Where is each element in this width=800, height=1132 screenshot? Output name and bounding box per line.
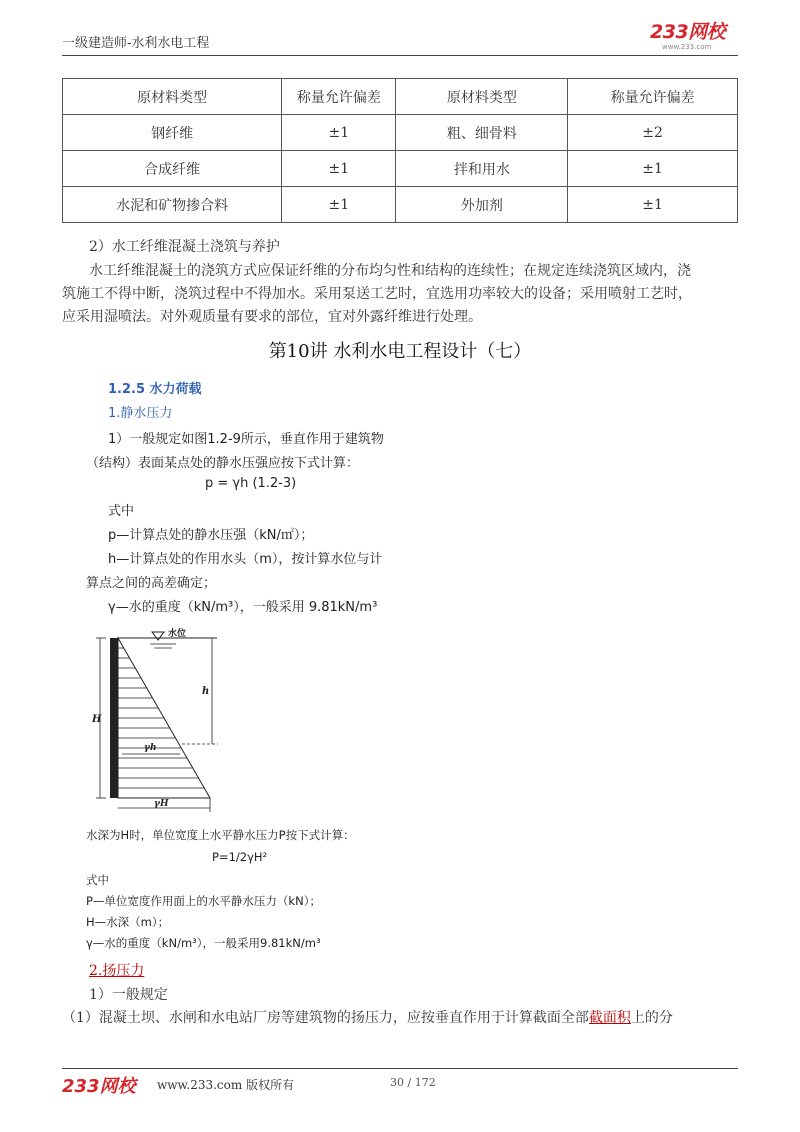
definition-line: P—单位宽度作用面上的水平静水压力（kN）； [86,894,321,908]
text-run: （1）混凝土坝、水闸和水电站厂房等建筑物的扬压力，应按垂直作用于计算截面全部 [62,1010,589,1026]
text-run: 上的分 [630,1010,673,1026]
footer-logo[interactable]: 233网校 [62,1076,136,1097]
header-title: 一级建造师-水利水电工程 [62,36,210,51]
header-divider [62,55,738,56]
site-logo[interactable] [650,22,740,52]
pressure-hatching [118,648,204,788]
label-yh: γh [144,743,157,753]
paragraph-line: 1）一般规定 [89,987,168,1003]
definition-line: p—计算点处的静水压强（kN/㎡）； [108,528,314,543]
table-header-cell: 原材料类型 [396,79,568,115]
definition-line: γ—水的重度（kN/m³），一般采用 9.81kN/m³ [108,600,378,615]
table-cell: 水泥和矿物掺合料 [63,187,282,223]
hydrostatic-pressure-diagram [92,626,232,816]
paragraph-line: 筑施工不得中断，浇筑过程中不得加水。采用泵送工艺时，宜选用功率较大的设备；采用喷射工艺时， [62,286,692,302]
paragraph-line: 式中 [108,504,135,519]
label-H: H [92,714,102,725]
label-h: h [202,686,210,697]
footer-divider [62,1068,738,1069]
paragraph-line [62,1007,673,1027]
paragraph-line: 式中 [86,873,109,887]
label-yH: γH [154,799,169,809]
water-level-label: 水位 [168,629,187,639]
tolerance-table [62,78,738,223]
page-number: 30 / 172 [390,1076,436,1089]
table-cell: 外加剂 [396,187,568,223]
paragraph-line: 应采用湿喷法。对外观质量有要求的部位，宜对外露纤维进行处理。 [62,309,482,325]
section-heading: 2）水工纤维混凝土浇筑与养护 [89,239,280,255]
table-cell: 拌和用水 [396,151,568,187]
definition-line: 算点之间的高差确定； [86,576,217,591]
definition-line: h—计算点处的作用水头（m），按计算水位与计 [108,552,383,567]
table-header-cell: 原材料类型 [63,79,282,115]
subheading-static-pressure: 1.静水压力 [108,406,173,421]
table-cell: 合成纤维 [63,151,282,187]
table-cell: 钢纤维 [63,115,282,151]
wall [110,638,118,798]
definition-line: H—水深（m）； [86,915,170,929]
formula: P=1/2γH² [212,850,268,864]
paragraph-line: （结构）表面某点处的静水压强应按下式计算： [86,456,360,471]
logo-url: www.233.com [662,43,712,51]
table-header-cell: 称量允许偏差 [568,79,738,115]
definition-line: γ—水的重度（kN/m³），一般采用9.81kN/m³ [86,936,321,950]
table-header-row [63,79,738,115]
table-cell: ±1 [282,115,396,151]
paragraph-line: 水深为H时，单位宽度上水平静水压力P按下式计算： [86,828,355,842]
paragraph-line: 1）一般规定如图1.2-9所示，垂直作用于建筑物 [108,432,384,447]
paragraph-line: 水工纤维混凝土的浇筑方式应保证纤维的分布均匀性和结构的连续性；在规定连续浇筑区域内，浇 [89,263,691,279]
table-row [63,151,738,187]
logo-text: 233网校 [650,21,726,43]
lecture-title: 第10讲 水利水电工程设计（七） [268,341,532,362]
section-heading-uplift: 2.扬压力 [89,963,145,979]
table-cell: ±1 [568,151,738,187]
water-level-triangle [152,632,164,640]
table-row [63,115,738,151]
formula: p = γh (1.2-3) [205,476,297,491]
table-cell: ±1 [282,151,396,187]
table-header-cell: 称量允许偏差 [282,79,396,115]
table-cell: ±1 [282,187,396,223]
table-row [63,187,738,223]
section-heading-hydraulic-load: 1.2.5 水力荷载 [108,382,202,397]
table-cell: 粗、细骨料 [396,115,568,151]
link-cross-section-area[interactable]: 截面积 [588,1010,631,1026]
table-cell: ±1 [568,187,738,223]
table-cell: ±2 [568,115,738,151]
footer-copyright: www.233.com 版权所有 [157,1078,295,1092]
